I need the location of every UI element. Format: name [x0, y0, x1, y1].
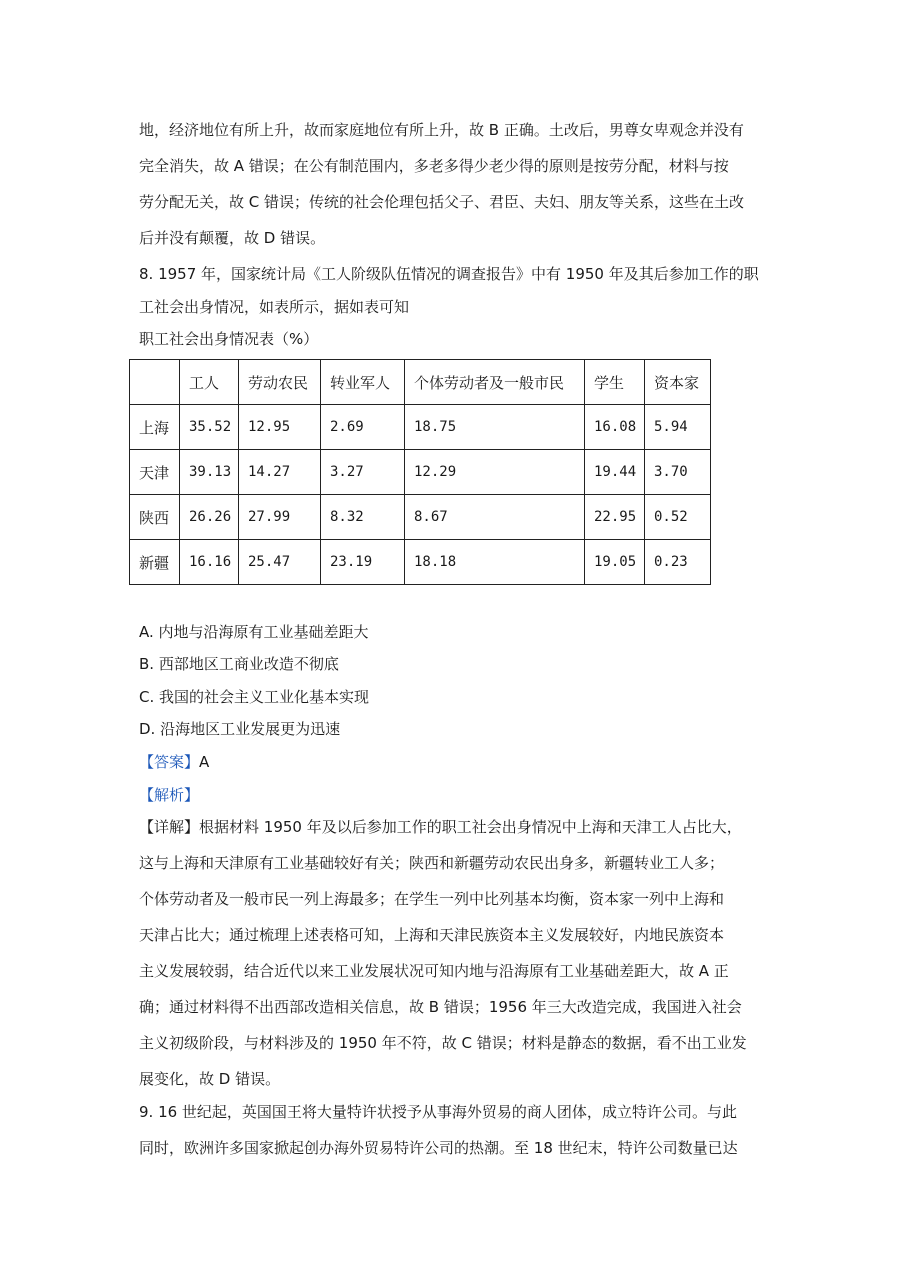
table-cell: 16.16 — [180, 540, 239, 585]
table-caption: 职工社会出身情况表（%） — [139, 330, 319, 348]
option-d: D. 沿海地区工业发展更为迅速 — [139, 720, 341, 738]
table-cell: 27.99 — [239, 495, 321, 540]
table-cell: 26.26 — [180, 495, 239, 540]
option-c: C. 我国的社会主义工业化基本实现 — [139, 688, 370, 706]
table-header-cell: 学生 — [585, 360, 645, 405]
table-cell: 8.32 — [321, 495, 405, 540]
text-line: 地，经济地位有所上升，故而家庭地位有所上升，故 B 正确。土改后，男尊女卑观念并没有 — [139, 121, 744, 139]
answer-value: A — [199, 753, 210, 771]
table-cell: 12.95 — [239, 405, 321, 450]
detail-label: 【详解】 — [139, 818, 200, 836]
detail-line: 确；通过材料得不出西部改造相关信息，故 B 错误；1956 年三大改造完成，我国进入社会 — [139, 998, 742, 1016]
table-cell: 18.18 — [405, 540, 585, 585]
table-row-label: 陕西 — [130, 495, 180, 540]
answer-line — [139, 752, 209, 772]
option-a: A. 内地与沿海原有工业基础差距大 — [139, 623, 369, 641]
table-cell: 3.70 — [645, 450, 711, 495]
answer-label: 【答案】 — [139, 753, 200, 771]
table-cell: 12.29 — [405, 450, 585, 495]
table-cell: 16.08 — [585, 405, 645, 450]
detail-line: 天津占比大；通过梳理上述表格可知，上海和天津民族资本主义发展较好，内地民族资本 — [139, 926, 725, 944]
detail-line: 主义发展较弱，结合近代以来工业发展状况可知内地与沿海原有工业基础差距大，故 A 正 — [139, 962, 729, 980]
table-row — [130, 495, 711, 540]
table-header-cell: 劳动农民 — [239, 360, 321, 405]
table-cell: 2.69 — [321, 405, 405, 450]
table-cell: 8.67 — [405, 495, 585, 540]
table-header-row — [130, 360, 711, 405]
table-cell: 19.05 — [585, 540, 645, 585]
question-8-stem: 8. 1957 年，国家统计局《工人阶级队伍情况的调查报告》中有 1950 年及其后参加工作的职 — [139, 265, 759, 283]
table-cell: 23.19 — [321, 540, 405, 585]
text-line: 后并没有颠覆，故 D 错误。 — [139, 229, 326, 247]
table-row — [130, 405, 711, 450]
table-cell: 22.95 — [585, 495, 645, 540]
table-row-label: 上海 — [130, 405, 180, 450]
detail-line: 展变化，故 D 错误。 — [139, 1070, 281, 1088]
option-b: B. 西部地区工商业改造不彻底 — [139, 655, 339, 673]
table-cell: 25.47 — [239, 540, 321, 585]
question-9-stem-cont: 同时，欧洲许多国家掀起创办海外贸易特许公司的热潮。至 18 世纪末，特许公司数量已达 — [139, 1139, 738, 1157]
detail-line: 个体劳动者及一般市民一列上海最多；在学生一列中比列基本均衡，资本家一列中上海和 — [139, 890, 725, 908]
question-9-stem: 9. 16 世纪起，英国国王将大量特许状授予从事海外贸易的商人团体，成立特许公司。与此 — [139, 1103, 737, 1121]
table-cell: 3.27 — [321, 450, 405, 495]
table-header-cell: 个体劳动者及一般市民 — [405, 360, 585, 405]
detail-text: 根据材料 1950 年及以后参加工作的职工社会出身情况中上海和天津工人占比大， — [199, 818, 742, 836]
table-cell: 35.52 — [180, 405, 239, 450]
table-header-cell: 转业军人 — [321, 360, 405, 405]
table-header-cell: 工人 — [180, 360, 239, 405]
text-line: 劳分配无关，故 C 错误；传统的社会伦理包括父子、君臣、夫妇、朋友等关系，这些在土改 — [139, 193, 745, 211]
table-row — [130, 450, 711, 495]
table-cell: 19.44 — [585, 450, 645, 495]
text-line: 完全消失，故 A 错误；在公有制范围内，多老多得少老少得的原则是按劳分配，材料与按 — [139, 157, 729, 175]
detail-line: 这与上海和天津原有工业基础较好有关；陕西和新疆劳动农民出身多，新疆转业工人多； — [139, 854, 725, 872]
table-cell: 5.94 — [645, 405, 711, 450]
detail-line — [139, 817, 742, 837]
table-cell: 14.27 — [239, 450, 321, 495]
table-cell: 0.23 — [645, 540, 711, 585]
origin-table — [129, 359, 711, 585]
table-header-cell: 资本家 — [645, 360, 711, 405]
table-header-cell — [130, 360, 180, 405]
table-cell: 0.52 — [645, 495, 711, 540]
table-cell: 39.13 — [180, 450, 239, 495]
table-cell: 18.75 — [405, 405, 585, 450]
table-row-label: 天津 — [130, 450, 180, 495]
table-row-label: 新疆 — [130, 540, 180, 585]
detail-line: 主义初级阶段，与材料涉及的 1950 年不符，故 C 错误；材料是静态的数据，看不出工业发 — [139, 1034, 747, 1052]
question-8-stem-cont: 工社会出身情况，如表所示，据如表可知 — [139, 298, 410, 316]
analysis-label: 【解析】 — [139, 786, 200, 804]
table-row — [130, 540, 711, 585]
